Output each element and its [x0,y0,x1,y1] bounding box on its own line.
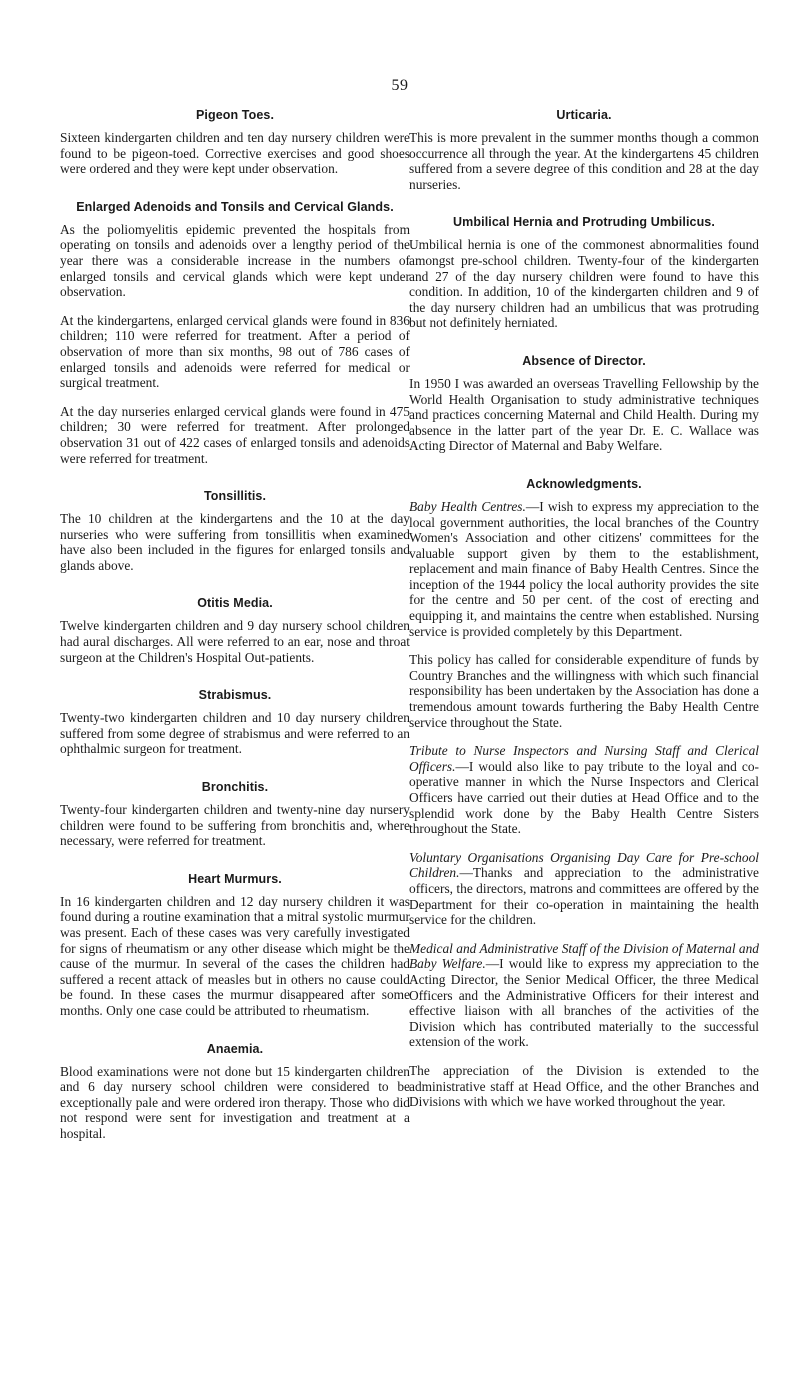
paragraph [409,499,759,639]
section-pigeon-toes [60,108,410,177]
section-acknowledgments [409,477,759,1110]
section-bronchitis [60,780,410,849]
paragraph [409,941,759,1050]
page-number: 59 [391,77,409,94]
paragraph: The appreciation of the Division is extended to the administrative staff at Head Office, and the other Branches and Divisions with which we have worked throughout the year. [409,1062,759,1110]
body-text: —I would like to express my appreciation to the Acting Director, the Senior Medical Officer, the three Medical Officers and the Administrative Officers for their interest and effective liaison with all branches of the activities of the Division which has contributed materially to the successful extension of the work. [409,956,759,1050]
paragraph: In 16 kindergarten children and 12 day nursery children it was found during a routine examination that a mitral systolic murmur was present. Each of these cases was very carefully investigated for signs of rheumatism or any other disease which might be the cause of the murmur. In several of the cases the children had suffered a recent attack of measles but in others no cause could be found. In these cases the murmur disappeared after some months. Only one case could be attributed to rheumatism. [60,893,410,1018]
heading-heart-murmurs: Heart Murmurs. [188,871,282,886]
paragraph [409,850,759,928]
paragraph: Twenty-two kindergarten children and 10 day nursery children suffered from some degree of strabismus and were referred to an ophthalmic surgeon for treatment. [60,710,410,757]
left-column [60,108,410,1155]
paragraph: Blood examinations were not done but 15 kindergarten children and 6 day nursery school children were considered to be exceptionally pale and were ordered iron therapy. Those who did not respond were sent for investigation and treatment at a hospital. [60,1063,410,1141]
paragraph: This policy has called for considerable expenditure of funds by Country Branches and the willingness with which such financial responsibility has been undertaken by the Association has done a tremendous amount towards furthering the Baby Health Centre service throughout the State. [409,652,759,730]
heading-umbilical-hernia: Umbilical Hernia and Protruding Umbilicus. [453,215,715,230]
paragraph: Sixteen kindergarten children and ten day nursery children were found to be pigeon-toed. Corrective exercises and good shoes were ordered and they were kept under observation. [60,130,410,177]
section-anaemia [60,1042,410,1142]
heading-strabismus: Strabismus. [198,688,272,703]
lead-text: Tribute to Nurse Inspectors and Nursing Staff and Clerical Officers. [409,743,759,774]
paragraph [409,743,759,837]
body-text: —Thanks and appreciation to the administrative officers, the directors, matrons and committees are offered by the Department for their co-operation in maintaining the health service for the children. [409,865,759,928]
heading-adenoids: Enlarged Adenoids and Tonsils and Cervical Glands. [76,199,394,214]
paragraph: In 1950 I was awarded an overseas Travelling Fellowship by the World Health Organisation to study administrative techniques and practices concerning Maternal and Child Health. During my absence in the latter part of the year Dr. E. C. Wallace was Acting Director of Maternal and Baby Welfare. [409,375,759,454]
section-adenoids [60,200,410,466]
heading-urticaria: Urticaria. [556,108,612,122]
paragraph: This is more prevalent in the summer months though a common occurrence all through the year. At the kindergartens 45 children suffered from a severe degree of this condition and 28 at the day nurseries. [409,130,759,192]
lead-text: Baby Health Centres. [409,498,526,514]
heading-anaemia: Anaemia. [206,1041,264,1056]
paragraph: The 10 children at the kindergartens and the 10 at the day nurseries who were suffering from tonsillitis when examined have also been included in the figures for enlarged tonsils and glands above. [60,511,410,573]
heading-bronchitis: Bronchitis. [201,780,269,795]
heading-tonsillitis: Tonsillitis. [203,489,267,504]
section-urticaria [409,108,759,192]
paragraph: As the poliomyelitis epidemic prevented the hospitals from operating on tonsils and adenoids over a lengthy period of the year there was a considerable increase in the numbers of enlarged tonsils and cervical glands which were kept under observation. [60,221,410,300]
lead-text: Medical and Administrative Staff of the Division of Maternal and Baby Welfare. [409,940,759,972]
paragraph: At the day nurseries enlarged cervical glands were found in 475 children; 30 were referred for treatment. After prolonged observation 31 out of 422 cases of enlarged tonsils and adenoids were referred for treatment. [60,403,410,466]
body-text: —I would also like to pay tribute to the loyal and co-operative manner in which the Nurse Inspectors and Clerical Officers have carried out their duties at Head Office and to the splendid work done by the Baby Health Centre Sisters throughout the State. [409,758,759,837]
heading-absence: Absence of Director. [522,353,646,368]
heading-pigeon-toes: Pigeon Toes. [195,108,275,122]
paragraph: Umbilical hernia is one of the commonest abnormalities found amongst pre-school children. Twenty-four of the kindergarten and 27 of the day nursery children were found to have this condition. In addition, 10 of the kindergarten children and 9 of the day nursery children had an umbilicus that was protruding but not definitely herniated. [409,237,759,331]
paragraph: At the kindergartens, enlarged cervical glands were found in 836 children; 110 were referred for treatment. After a period of observation of more than six months, 98 out of 786 cases of enlarged tonsils and adenoids were referred for medical or surgical treatment. [60,312,410,391]
section-umbilical-hernia [409,215,759,331]
paragraph: Twenty-four kindergarten children and twenty-nine day nursery children were found to be suffering from bronchitis and, where necessary, were referred for treatment. [60,802,410,849]
section-strabismus [60,688,410,757]
section-heart-murmurs [60,872,410,1019]
section-otitis [60,596,410,665]
section-tonsillitis [60,489,410,573]
heading-otitis: Otitis Media. [197,596,273,611]
body-text: —I wish to express my appreciation to the local government authorities, the local branches of the Country Women's Association and other citizens' committees for the valuable support given by them to the establishment, replacement and main finance of Baby Health Centres. Since the inception of the 1944 policy the local authority provides the site for the centre and 50 per cent. of the cost of erecting and equipping it, and maintains the centre when established. Nursing service is provided completely by this Department. [409,498,759,639]
section-absence [409,354,759,454]
paragraph: Twelve kindergarten children and 9 day nursery school children had aural discharges. All were referred to an ear, nose and throat surgeon at the Children's Hospital Out-patients. [60,618,410,665]
heading-acknowledgments: Acknowledgments. [526,476,642,491]
right-column [409,108,759,1123]
lead-text: Voluntary Organisations Organising Day Care for Pre-school Children. [409,849,759,881]
